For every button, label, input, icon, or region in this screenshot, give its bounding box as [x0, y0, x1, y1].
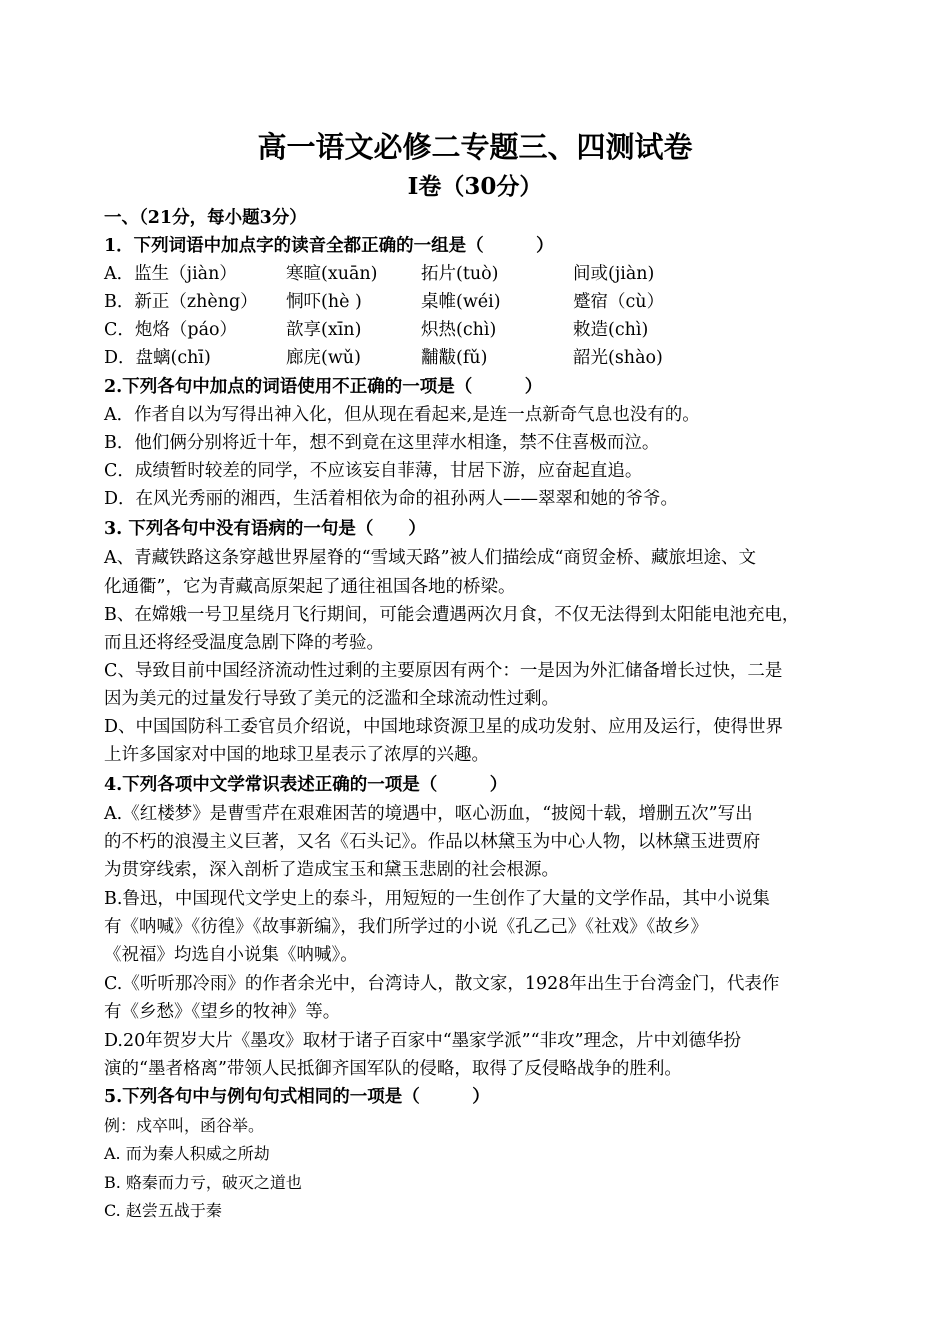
q4-option-d: D.20年贺岁大片《墨攻》取材于诸子百家中“墨家学派”“非攻”理念，片中刘德华扮	[104, 1031, 742, 1051]
q5-example: 例：戍卒叫，函谷举。	[104, 1116, 265, 1135]
question-1-stem: 1．下列词语中加点字的读音全都正确的一组是（ ）	[104, 236, 554, 256]
q2-option-d: D．在风光秀丽的湘西，生活着相依为命的祖孙两人——翠翠和她的爷爷。	[104, 489, 679, 509]
q1-option-d-word2: 廊庑(wǔ)	[286, 348, 361, 368]
q1-option-b: B．新正（zhèng）	[104, 292, 258, 312]
q3-option-b: B、在嫦娥一号卫星绕月飞行期间，可能会遭遇两次月食，不仅无法得到太阳能电池充电，	[104, 605, 800, 625]
q5-option-b: B. 赂秦而力亏，破灭之道也	[104, 1173, 302, 1192]
q1-option-a-word4: 间或(jiàn)	[573, 264, 655, 284]
section-title: Ⅰ卷（30分）	[407, 173, 543, 200]
q1-option-c-word4: 敕造(chì)	[573, 320, 649, 340]
page-title: 高一语文必修二专题三、四测试卷	[257, 130, 693, 164]
q1-option-b-word3: 桌帷(wéi)	[421, 292, 501, 312]
q1-option-c-word2: 歆享(xīn)	[286, 320, 362, 340]
q4-option-d-cont: 演的“墨者格离”带领人民抵御齐国军队的侵略，取得了反侵略战争的胜利。	[104, 1059, 682, 1079]
q4-option-b-cont1: 有《呐喊》《彷徨》《故事新编》，我们所学过的小说《孔乙己》《社戏》《故乡》	[104, 917, 708, 937]
q3-option-d-cont: 上许多国家对中国的地球卫星表示了浓厚的兴趣。	[104, 745, 489, 765]
q1-option-b-word2: 恫吓(hè )	[286, 292, 362, 312]
q5-option-c: C. 赵尝五战于秦	[104, 1201, 222, 1220]
q2-option-a: A．作者自以为写得出神入化，但从现在看起来,是连一点新奇气息也没有的。	[104, 405, 700, 425]
question-3-stem: 3. 下列各句中没有语病的一句是（ ）	[104, 519, 426, 539]
q1-option-d-word4: 韶光(shào)	[573, 348, 663, 368]
q4-option-a-cont2: 为贯穿线索，深入剖析了造成宝玉和黛玉悲剧的社会根源。	[104, 860, 559, 880]
q4-option-c: C.《听听那冷雨》的作者余光中，台湾诗人，散文家，1928年出生于台湾金门，代表作	[104, 974, 780, 994]
question-2-stem: 2.下列各句中加点的词语使用不正确的一项是（ ）	[104, 377, 543, 397]
q3-option-d: D、中国国防科工委官员介绍说，中国地球资源卫星的成功发射、应用及运行，使得世界	[104, 717, 784, 737]
q5-option-a: A. 而为秦人积威之所劫	[104, 1144, 270, 1163]
question-5-stem: 5.下列各句中与例句句式相同的一项是（ ）	[104, 1087, 490, 1107]
section-heading: 一、（21分，每小题3分）	[104, 208, 307, 228]
q1-option-a-word2: 寒暄(xuān)	[286, 264, 378, 284]
q4-option-c-cont: 有《乡愁》《望乡的牧神》等。	[104, 1002, 341, 1022]
q4-option-b-cont2: 《祝福》均选自小说集《呐喊》。	[104, 945, 358, 965]
q2-option-c: C．成绩暂时较差的同学，不应该妄自菲薄，甘居下游，应奋起直追。	[104, 461, 643, 481]
question-4-stem: 4.下列各项中文学常识表述正确的一项是（ ）	[104, 775, 508, 795]
q1-option-a-word3: 拓片(tuò)	[421, 264, 499, 284]
q3-option-a-cont: 化通衢”，它为青藏高原架起了通往祖国各地的桥梁。	[104, 577, 516, 597]
q3-option-c: C、导致目前中国经济流动性过剩的主要原因有两个：一是因为外汇储备增长过快，二是	[104, 661, 783, 681]
q3-option-a: A、青藏铁路这条穿越世界屋脊的“雪域天路”被人们描绘成“商贸金桥、藏旅坦途、文	[104, 548, 756, 568]
q1-option-c-word3: 炽热(chì)	[421, 320, 497, 340]
q4-option-a: A.《红楼梦》是曹雪芹在艰难困苦的境遇中，呕心沥血，“披阅十载，增删五次”写出	[104, 804, 753, 824]
q1-option-d: D．盘螭(chī)	[104, 348, 211, 368]
q2-option-b: B．他们俩分别将近十年，想不到竟在这里萍水相逢，禁不住喜极而泣。	[104, 433, 660, 453]
q1-option-b-word4: 蹙宿（cù）	[573, 292, 665, 312]
q1-option-a: A．监生（jiàn）	[104, 264, 237, 284]
q1-option-c: C．炮烙（páo）	[104, 320, 238, 340]
q3-option-c-cont: 因为美元的过量发行导致了美元的泛滥和全球流动性过剩。	[104, 689, 559, 709]
q4-option-a-cont1: 的不朽的浪漫主义巨著，又名《石头记》。作品以林黛玉为中心人物，以林黛玉进贾府	[104, 832, 761, 852]
q1-option-d-word3: 黼黻(fǔ)	[421, 348, 488, 368]
q4-option-b: B.鲁迅，中国现代文学史上的泰斗，用短短的一生创作了大量的文学作品，其中小说集	[104, 889, 770, 909]
q3-option-b-cont: 而且还将经受温度急剧下降的考验。	[104, 633, 384, 653]
